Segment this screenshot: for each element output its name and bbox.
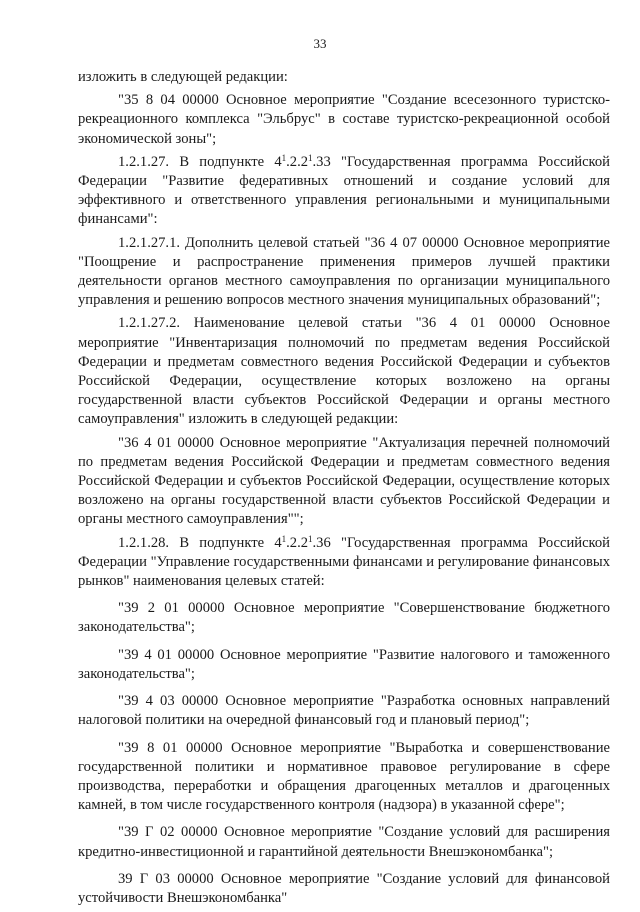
paragraph: 1.2.1.27.2. Наименование целевой статьи "36 4 01 00000 Основное мероприятие "Инвентаризация полномочий по предметам ведения Российской Федерации и предметам совместного ведения Российской Федерации и субъектов Российской Федерации, осуществление которых возложено на органы государственной власти субъектов Российской Федерации и органы местного самоуправления" изложить в следующей редакции:	[78, 315, 610, 428]
paragraph: "39 2 01 00000 Основное мероприятие "Совершенствование бюджетного законодательства";	[78, 600, 610, 636]
paragraph: "39 Г 02 00000 Основное мероприятие "Создание условий для расширения кредитно-инвестиционной и гарантийной деятельности Внешэкономбанка";	[78, 824, 610, 860]
paragraph: "39 4 03 00000 Основное мероприятие "Разработка основных направлений налоговой политики на очередной финансовый год и плановый период";	[78, 693, 610, 729]
paragraph: "35 8 04 00000 Основное мероприятие "Создание всесезонного туристско-рекреационного комплекса "Эльбрус" в составе туристско-рекреационной особой экономической зоны";	[78, 92, 610, 147]
paragraph: 39 Г 03 00000 Основное мероприятие "Создание условий для финансовой устойчивости Внешэкономбанка"	[78, 870, 610, 906]
paragraph: 1.2.1.27. В подпункте $4^1.2.2^1.33$ "Государственная программа Российской Федерации "Развитие федеративных отношений и создание условий для эффективного и ответственного управления региональными и муниципальными финансами":	[78, 152, 610, 228]
paragraph: "39 4 01 00000 Основное мероприятие "Развитие налогового и таможенного законодательства";	[78, 646, 610, 682]
superscript-one: 1	[308, 533, 313, 544]
paragraph: изложить в следующей редакции:	[78, 69, 288, 85]
paragraph: "39 8 01 00000 Основное мероприятие "Выработка и совершенствование государственной политики и нормативное правовое регулирование в сфере производства, переработки и обращения драгоценных металлов и драгоценных камней, в том числе государственного контроля (надзора) в указанной сфере";	[78, 739, 610, 814]
paragraph: 1.2.1.27.1. Дополнить целевой статьей "36 4 07 00000 Основное мероприятие "Поощрение и распространение применения примеров лучшей практики деятельности органов местного самоуправления по организации муниципального управления и решению вопросов местного значения муниципальных образований";	[78, 234, 610, 309]
superscript-one: 1	[308, 152, 313, 163]
document-body	[78, 68, 610, 912]
superscript-one: 1	[281, 152, 287, 163]
paragraph: "36 4 01 00000 Основное мероприятие "Актуализация перечней полномочий по предметам ведения Российской Федерации и предметам совместного ведения Российской Федерации и субъектов Российской Федерации, осуществление которых возложено на органы государственной власти субъектов Российской Федерации и органы местного самоуправления"";	[78, 434, 610, 528]
paragraph: 1.2.1.28. В подпункте $4^1.2.2^1.36$ "Государственная программа Российской Федерации "Управление государственными финансами и регулирование финансовых рынков" наименования целевых статей:	[78, 533, 610, 590]
superscript-one: 1	[281, 533, 287, 544]
page-number: 33	[313, 36, 327, 51]
